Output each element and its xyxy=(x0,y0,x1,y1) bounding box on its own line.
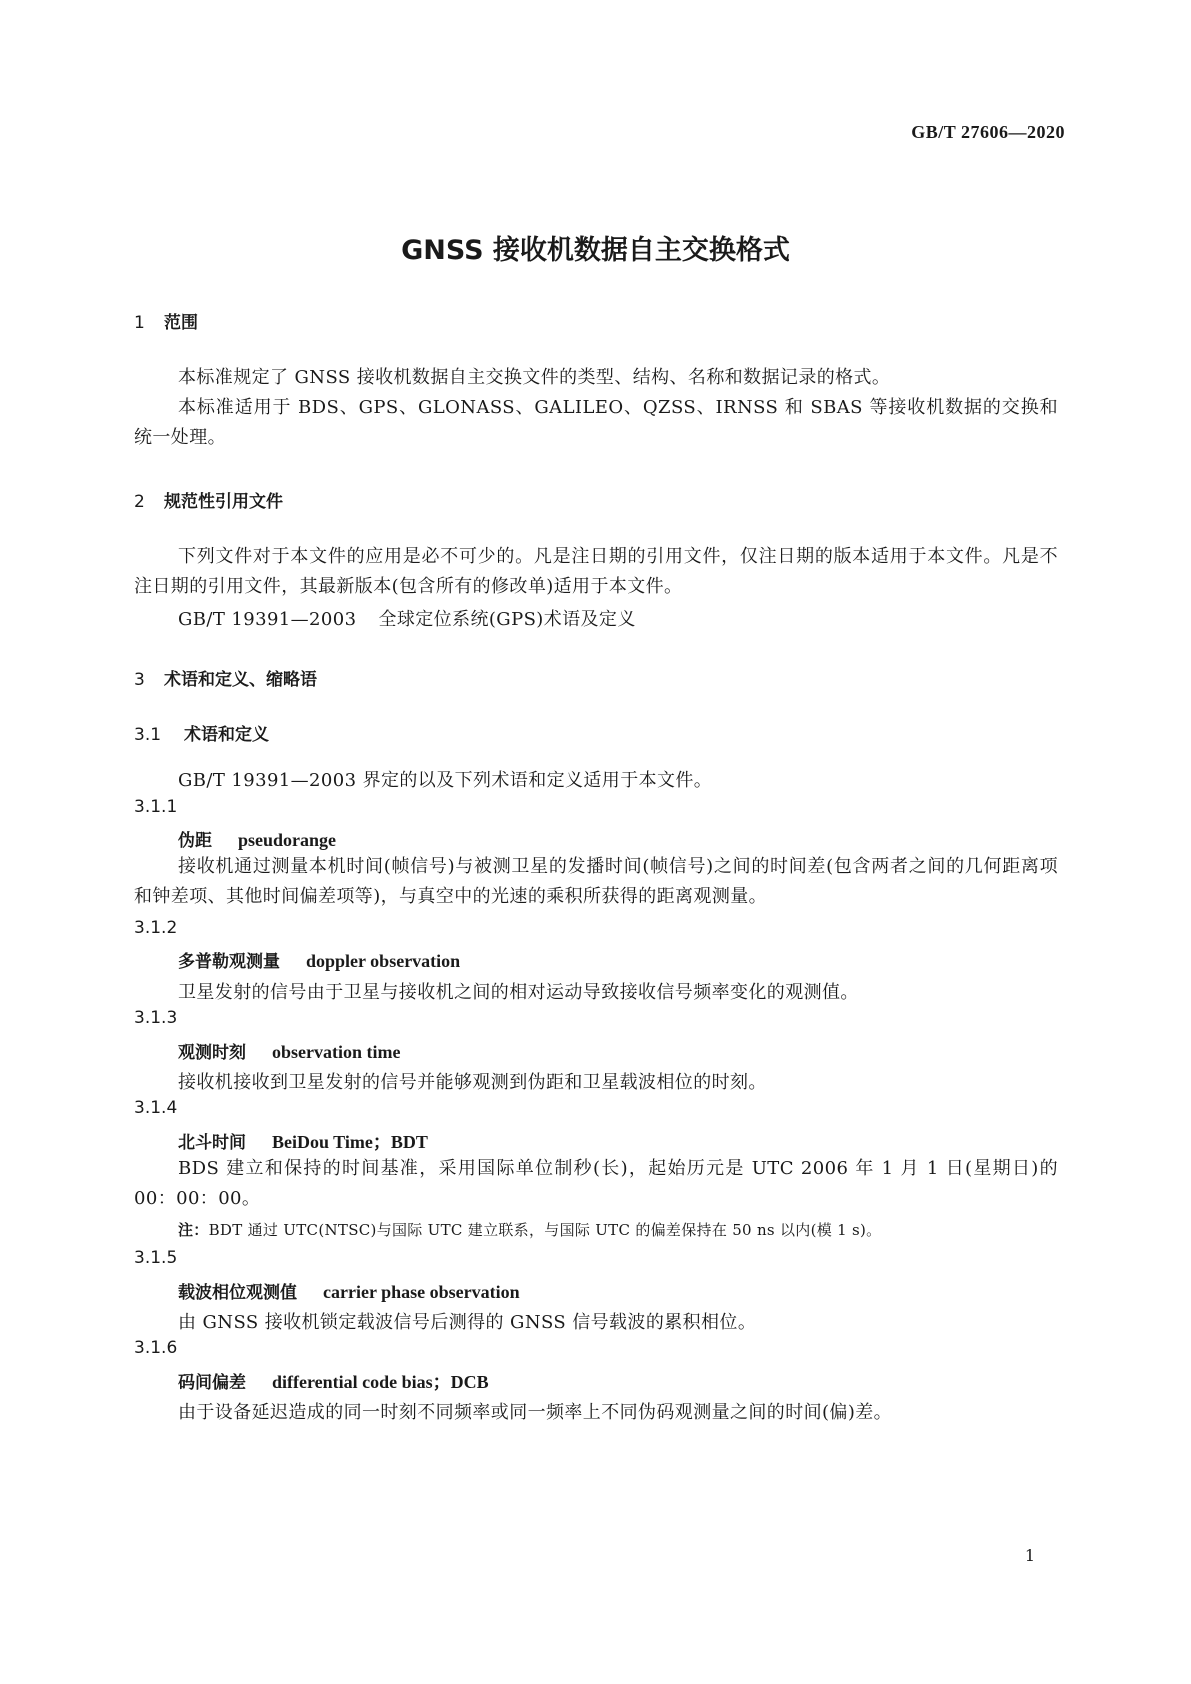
term-zh: 观测时刻 xyxy=(178,1043,246,1063)
term-entry xyxy=(178,1368,489,1394)
term-entry xyxy=(178,1278,520,1303)
term-definition: 由于设备延迟造成的同一时刻不同频率或同一频率上不同伪码观测量之间的时间(偏)差。 xyxy=(178,1402,893,1423)
reference-code: GB/T 19391—2003 xyxy=(178,609,357,630)
section-number: 1 xyxy=(134,313,145,333)
term-en: BeiDou Time；BDT xyxy=(272,1132,428,1152)
term-definition: 卫星发射的信号由于卫星与接收机之间的相对运动导致接收信号频率变化的观测值。 xyxy=(178,982,859,1003)
term-definition: 接收机通过测量本机时间(帧信号)与被测卫星的发播时间(帧信号)之间的时间差(包含两者之间的几何距离项和钟差项、其他时间偏差项等)，与真空中的光速的乘积所获得的距离观测量。 xyxy=(134,856,1058,907)
section-number: 3 xyxy=(134,670,145,690)
subsection-3-1-heading xyxy=(134,720,269,745)
term-zh: 多普勒观测量 xyxy=(178,952,280,972)
term-number: 3.1.4 xyxy=(134,1098,178,1118)
document-title: GNSS 接收机数据自主交换格式 xyxy=(401,235,790,266)
subsection-number: 3.1 xyxy=(134,725,162,745)
term-number: 3.1.1 xyxy=(134,797,178,817)
subsection-title: 术语和定义 xyxy=(184,725,269,745)
document-number: GB/T 27606—2020 xyxy=(911,122,1065,142)
term-note xyxy=(178,1219,881,1240)
term-definition: BDS 建立和保持的时间基准，采用国际单位制秒(长)，起始历元是 UTC 2006 年 1 月 1 日(星期日)的 00：00：00。 xyxy=(134,1158,1058,1209)
term-en: doppler observation xyxy=(306,951,461,971)
term-number: 3.1.5 xyxy=(134,1248,178,1268)
note-label: 注： xyxy=(178,1221,209,1239)
term-zh: 码间偏差 xyxy=(178,1373,246,1393)
section-1-heading xyxy=(134,308,198,333)
term-en: observation time xyxy=(272,1042,401,1062)
section-1-para-2: 本标准适用于 BDS、GPS、GLONASS、GALILEO、QZSS、IRNSS 和 SBAS 等接收机数据的交换和统一处理。 xyxy=(134,397,1058,448)
reference-title: 全球定位系统(GPS)术语及定义 xyxy=(378,609,636,630)
term-entry xyxy=(178,826,336,851)
section-title: 规范性引用文件 xyxy=(164,492,283,512)
term-en: pseudorange xyxy=(238,830,337,850)
term-zh: 北斗时间 xyxy=(178,1133,246,1153)
term-number: 3.1.2 xyxy=(134,918,178,938)
term-entry xyxy=(178,1128,428,1154)
note-text: BDT 通过 UTC(NTSC)与国际 UTC 建立联系，与国际 UTC 的偏差保持在 50 ns 以内(模 1 s)。 xyxy=(208,1221,882,1239)
term-number: 3.1.3 xyxy=(134,1008,178,1028)
section-2-para-1: 下列文件对于本文件的应用是必不可少的。凡是注日期的引用文件，仅注日期的版本适用于本文件。凡是不注日期的引用文件，其最新版本(包含所有的修改单)适用于本文件。 xyxy=(134,546,1058,597)
section-1-para-1: 本标准规定了 GNSS 接收机数据自主交换文件的类型、结构、名称和数据记录的格式。 xyxy=(178,367,891,388)
term-zh: 载波相位观测值 xyxy=(178,1283,297,1303)
term-zh: 伪距 xyxy=(178,831,212,851)
terms-intro: GB/T 19391—2003 界定的以及下列术语和定义适用于本文件。 xyxy=(178,770,713,791)
term-definition: 接收机接收到卫星发射的信号并能够观测到伪距和卫星载波相位的时刻。 xyxy=(178,1072,767,1093)
normative-reference xyxy=(178,605,636,631)
term-entry xyxy=(178,1038,400,1063)
term-en: differential code bias；DCB xyxy=(272,1372,489,1392)
term-number: 3.1.6 xyxy=(134,1338,178,1358)
term-entry xyxy=(178,947,460,972)
page-number: 1 xyxy=(1024,1546,1035,1565)
section-3-heading xyxy=(134,665,317,690)
term-definition: 由 GNSS 接收机锁定载波信号后测得的 GNSS 信号载波的累积相位。 xyxy=(178,1312,757,1333)
section-2-heading xyxy=(134,487,283,512)
section-number: 2 xyxy=(134,492,145,512)
section-title: 范围 xyxy=(164,313,198,333)
section-title: 术语和定义、缩略语 xyxy=(164,670,317,690)
term-en: carrier phase observation xyxy=(323,1282,520,1302)
